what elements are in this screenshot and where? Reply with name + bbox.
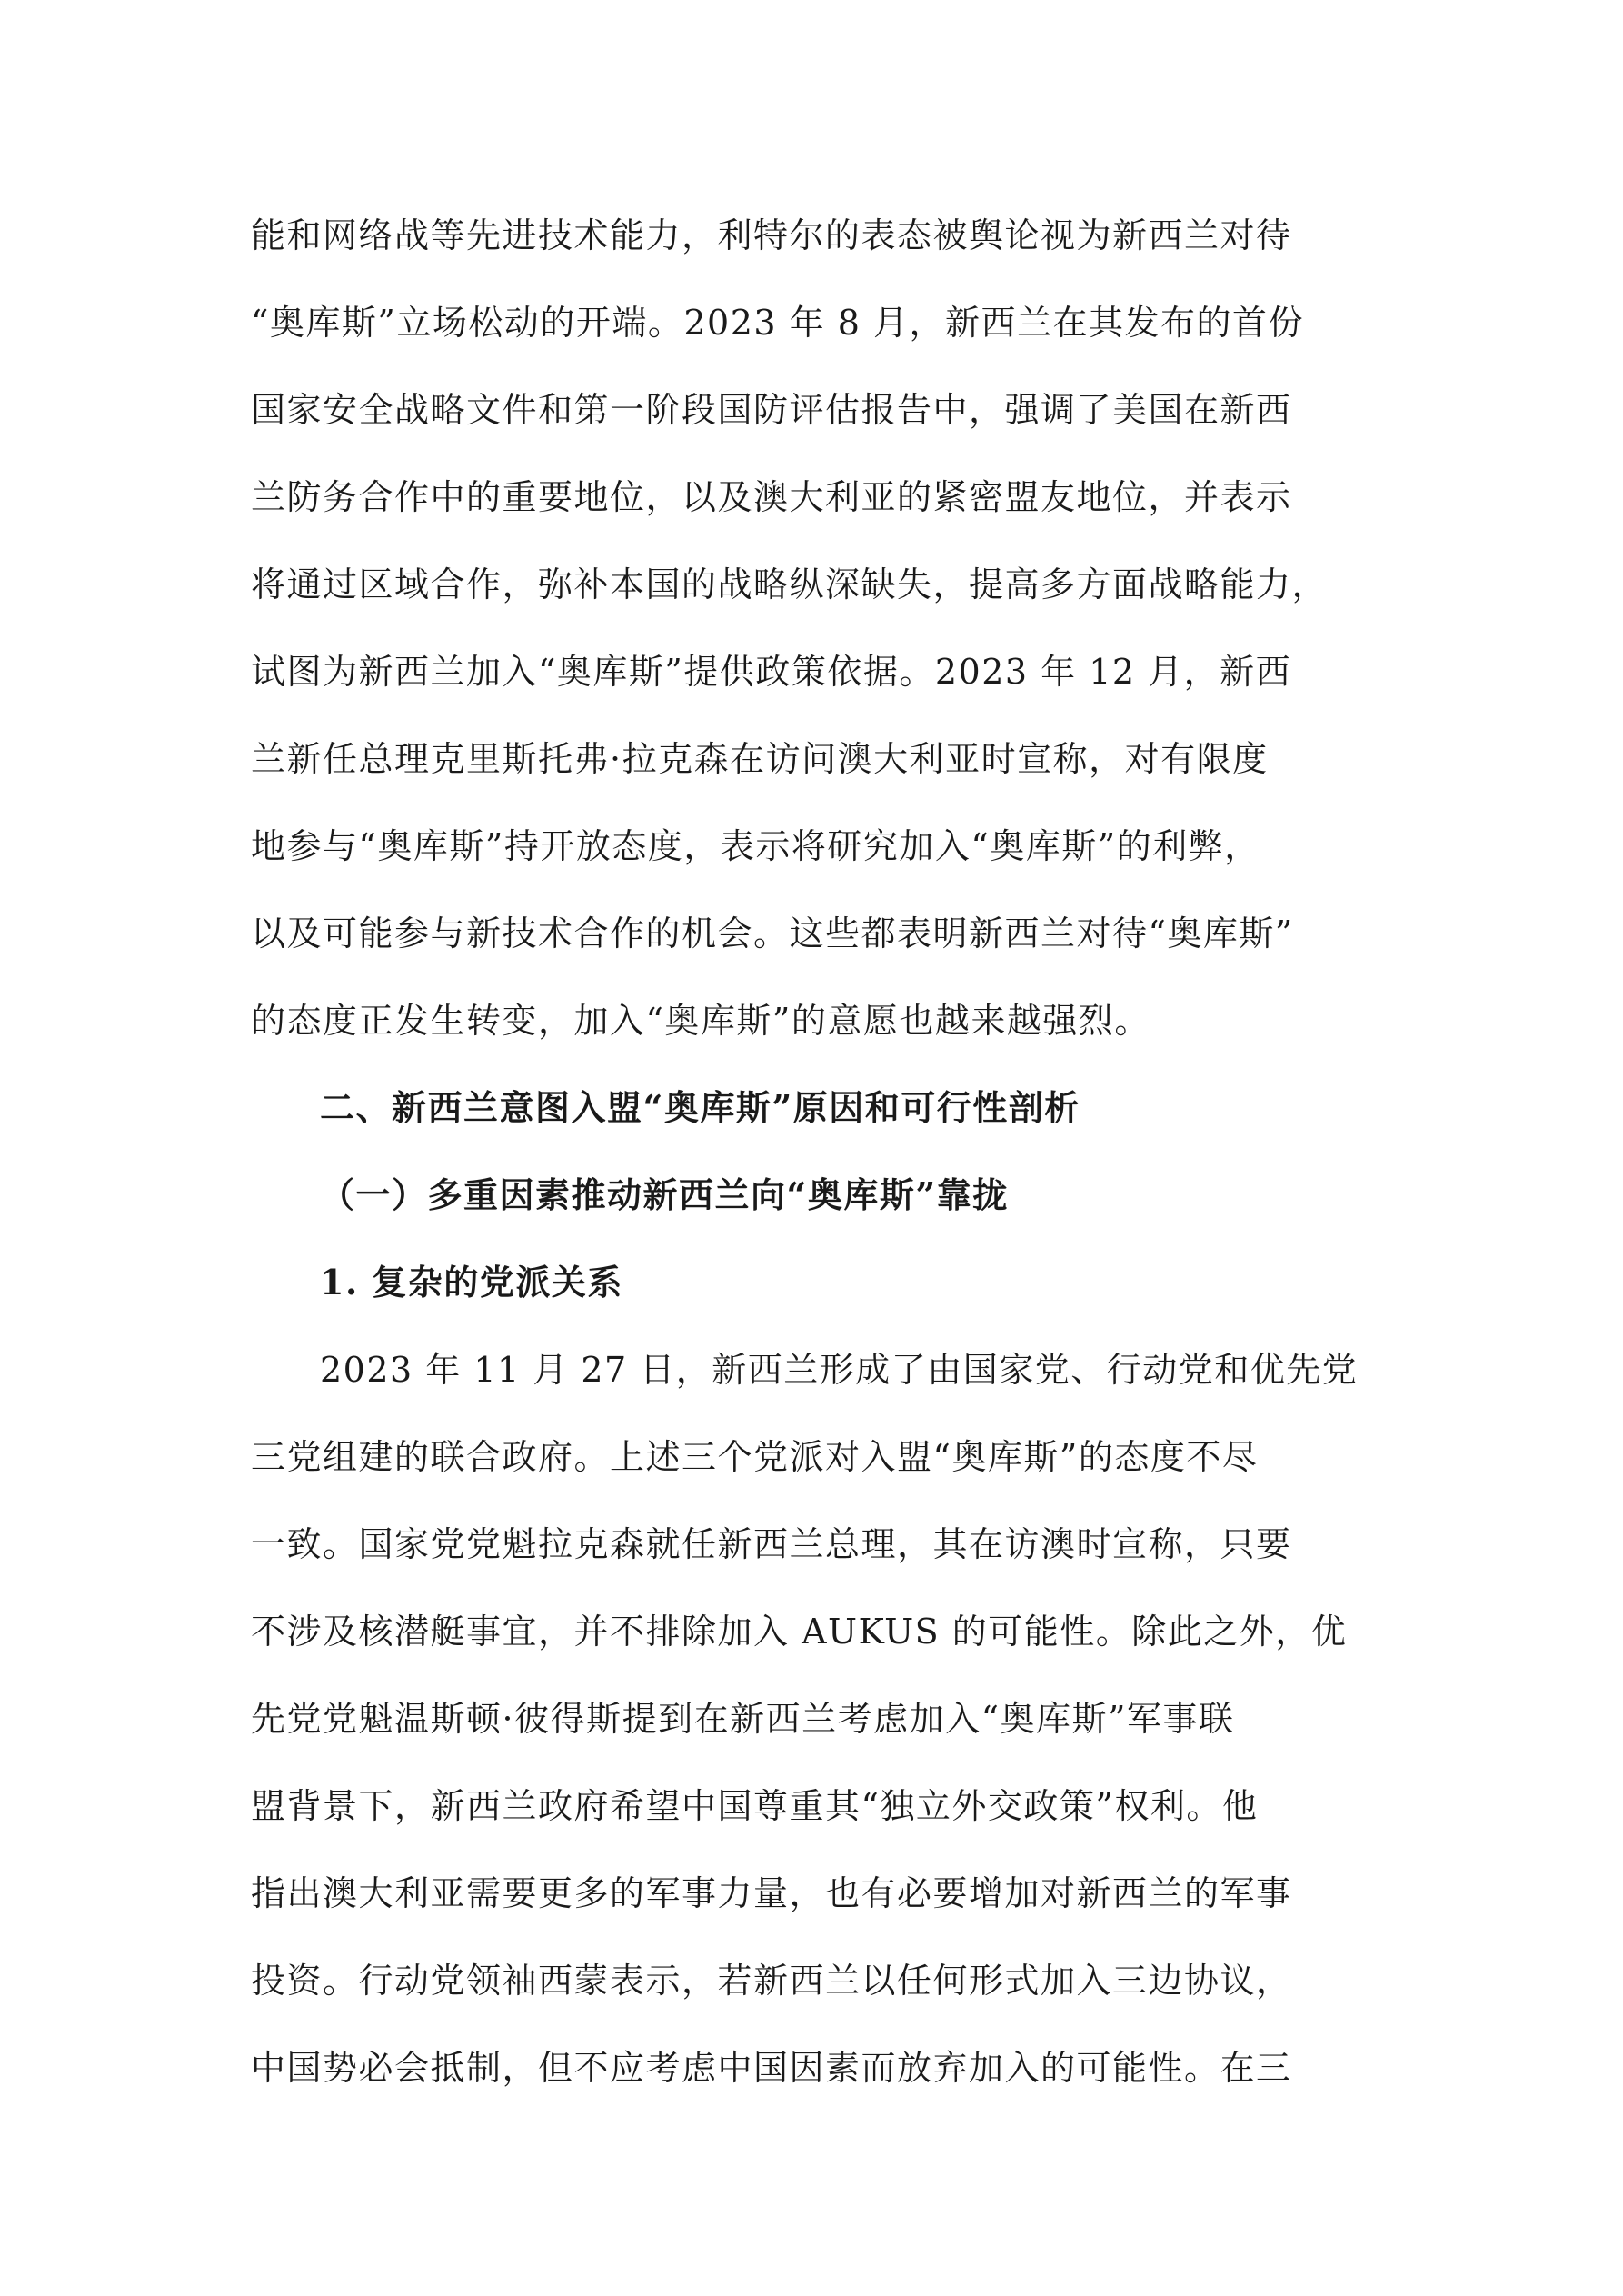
paragraph-line: “奥库斯”立场松动的开端。2023 年 8 月，新西兰在其发布的首份 bbox=[251, 303, 1304, 343]
paragraph-line: 一致。国家党党魁拉克森就任新西兰总理，其在访澳时宣称，只要 bbox=[251, 1524, 1292, 1564]
paragraph-line: 的态度正发生转变，加入“奥库斯”的意愿也越来越强烈。 bbox=[251, 1001, 1150, 1041]
paragraph-line: 地参与“奥库斯”持开放态度，表示将研究加入“奥库斯”的利弊， bbox=[251, 826, 1260, 866]
paragraph-line: 国家安全战略文件和第一阶段国防评估报告中，强调了美国在新西 bbox=[251, 390, 1292, 430]
paragraph-line: 投资。行动党领袖西蒙表示，若新西兰以任何形式加入三边协议， bbox=[251, 1961, 1292, 2001]
subsubsection-heading: 1. 复杂的党派关系 bbox=[320, 1262, 623, 1303]
paragraph-line: 以及可能参与新技术合作的机会。这些都表明新西兰对待“奥库斯” bbox=[251, 913, 1294, 953]
paragraph-line: 先党党魁温斯顿·彼得斯提到在新西兰考虑加入“奥库斯”军事联 bbox=[251, 1699, 1235, 1739]
paragraph-line: 盟背景下，新西兰政府希望中国尊重其“独立外交政策”权利。他 bbox=[251, 1786, 1259, 1826]
paragraph-line: 不涉及核潜艇事宜，并不排除加入 AUKUS 的可能性。除此之外，优 bbox=[251, 1612, 1348, 1652]
section-heading: 二、新西兰意图入盟“奥库斯”原因和可行性剖析 bbox=[320, 1087, 1080, 1128]
paragraph-line: 将通过区域合作，弥补本国的战略纵深缺失，提高多方面战略能力， bbox=[251, 564, 1329, 604]
paragraph-line: 2023 年 11 月 27 日，新西兰形成了由国家党、行动党和优先党 bbox=[320, 1350, 1359, 1390]
subsection-heading: （一）多重因素推动新西兰向“奥库斯”靠拢 bbox=[320, 1174, 1009, 1215]
paragraph-line: 三党组建的联合政府。上述三个党派对入盟“奥库斯”的态度不尽 bbox=[251, 1437, 1259, 1477]
paragraph-line: 能和网络战等先进技术能力，利特尔的表态被舆论视为新西兰对待 bbox=[251, 215, 1292, 255]
paragraph-line: 指出澳大利亚需要更多的军事力量，也有必要增加对新西兰的军事 bbox=[251, 1873, 1292, 1913]
paragraph-line: 兰新任总理克里斯托弗·拉克森在访问澳大利亚时宣称，对有限度 bbox=[251, 739, 1269, 779]
paragraph-line: 兰防务合作中的重要地位，以及澳大利亚的紧密盟友地位，并表示 bbox=[251, 477, 1292, 517]
paragraph-line: 试图为新西兰加入“奥库斯”提供政策依据。2023 年 12 月，新西 bbox=[251, 652, 1292, 692]
paragraph-line: 中国势必会抵制，但不应考虑中国因素而放弃加入的可能性。在三 bbox=[251, 2048, 1292, 2088]
